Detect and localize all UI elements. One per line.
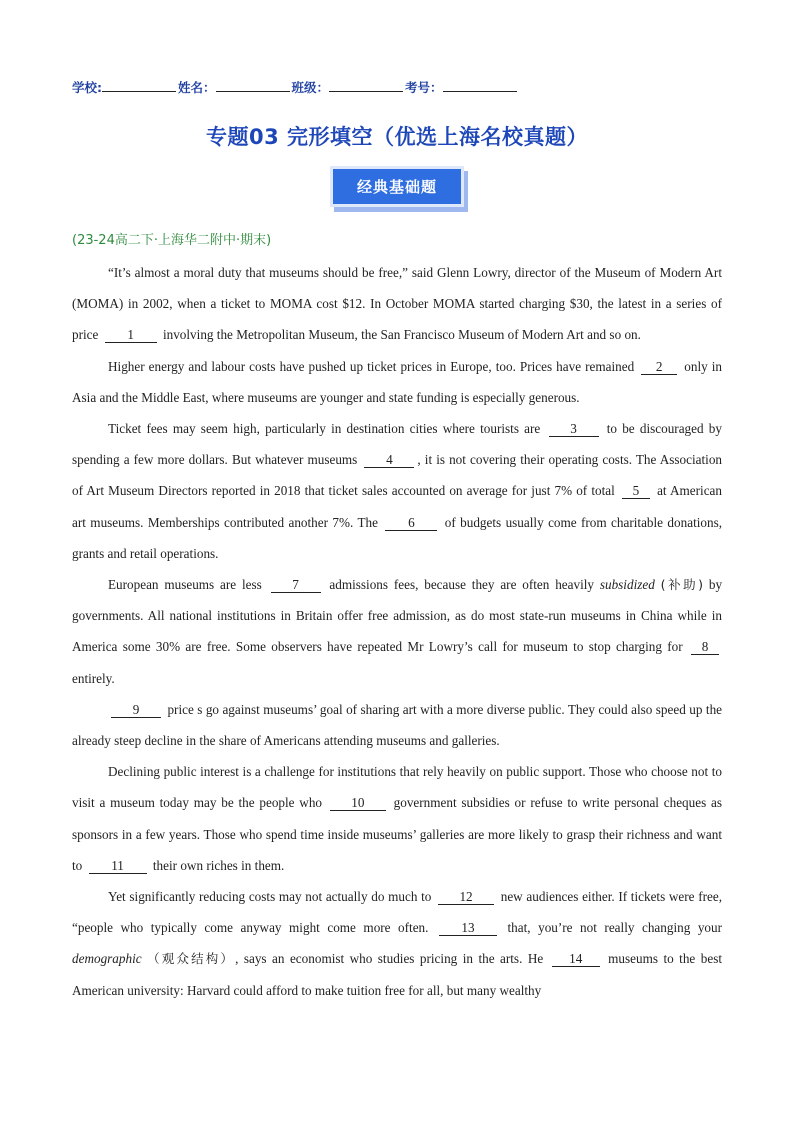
paragraph-4: European museums are less 7 admissions fees, because they are often heavily subsidized (补助) by governments. All national institutions in Britain offer free admission, as do most state-run museums in China while in America some 30% are free. Some observers have repeated Mr Lowry’s call for museum to stop charging for 8 entirely. — [72, 577, 723, 686]
blank-4[interactable]: 4 — [364, 452, 414, 468]
exam-no-field[interactable] — [443, 79, 517, 92]
section-badge — [330, 166, 468, 212]
school-field[interactable] — [102, 79, 176, 92]
blank-3[interactable]: 3 — [549, 421, 599, 437]
blank-12[interactable]: 12 — [438, 889, 494, 905]
blank-8[interactable]: 8 — [691, 639, 719, 655]
name-label: 姓名： — [178, 80, 216, 95]
blank-5[interactable]: 5 — [622, 483, 650, 499]
blank-9[interactable]: 9 — [111, 702, 161, 718]
paragraph-1: “It’s almost a moral duty that museums should be free,” said Glenn Lowry, director of the Museum of Modern Art (MOMA) in 2002, when a ticket to MOMA cost $12. In October MOMA started charging $30, the latest in a series of price 1 involving the Metropolitan Museum, the San Francisco Museum of Modern Art and so on. — [72, 265, 722, 343]
blank-14[interactable]: 14 — [552, 951, 600, 967]
exam-info-header — [72, 78, 519, 96]
school-label: 学校: — [72, 80, 102, 95]
blank-6[interactable]: 6 — [385, 515, 437, 531]
blank-7[interactable]: 7 — [271, 577, 321, 593]
page-title: 专题03 完形填空（优选上海名校真题） — [205, 125, 589, 149]
class-label: 班级： — [291, 80, 330, 95]
paragraph-3: Ticket fees may seem high, particularly in destination cities where tourists are 3 to be discouraged by spending a few more dollars. But whatever museums 4 , it is not covering their operating costs. The Association of Art Museum Directors reported in 2018 that ticket sales accounted on average for just 7% of total 5 at American art museums. Memberships contributed another 7%. The 6 of budgets usually come from charitable donations, grants and retail operations. — [72, 421, 723, 561]
source-note: (23-24高二下·上海华二附中·期末) — [72, 233, 272, 248]
class-field[interactable] — [329, 79, 403, 92]
blank-1[interactable]: 1 — [105, 327, 157, 343]
paragraph-5: 9 price s go against museums’ goal of sharing art with a more diverse public. They could also speed up the already steep decline in the share of Americans attending museums and galleries. — [72, 701, 723, 749]
blank-11[interactable]: 11 — [89, 858, 147, 874]
paragraph-2: Higher energy and labour costs have pushed up ticket prices in Europe, too. Prices have remained 2 only in Asia and the Middle East, where museums are younger and state funding is especially generous. — [72, 358, 723, 405]
paragraph-6: Declining public interest is a challenge for institutions that rely heavily on public support. Those who choose not to visit a museum today may be the people who 10 government subsidies or refuse to write personal cheques as sponsors in a few years. Those who spend time inside museums’ galleries are more likely to grasp their richness and want to 11 their own riches in them. — [72, 764, 723, 873]
blank-13[interactable]: 13 — [439, 920, 497, 936]
cloze-passage — [72, 257, 722, 1006]
paragraph-7: Yet significantly reducing costs may not actually do much to 12 new audiences either. If tickets were free, “people who typically come anyway might come more often. 13 that, you’re not really changing your demographic （观众结构）, says an economist who studies pricing in the arts. He 14 museums to the best American university: Harvard could afford to make tuition free for all, but many wealthy — [72, 889, 723, 998]
exam-no-label: 考号： — [405, 80, 443, 95]
badge-label: 经典基础题 — [330, 166, 464, 207]
name-field[interactable] — [216, 79, 290, 92]
blank-10[interactable]: 10 — [330, 795, 386, 811]
blank-2[interactable]: 2 — [641, 359, 677, 375]
